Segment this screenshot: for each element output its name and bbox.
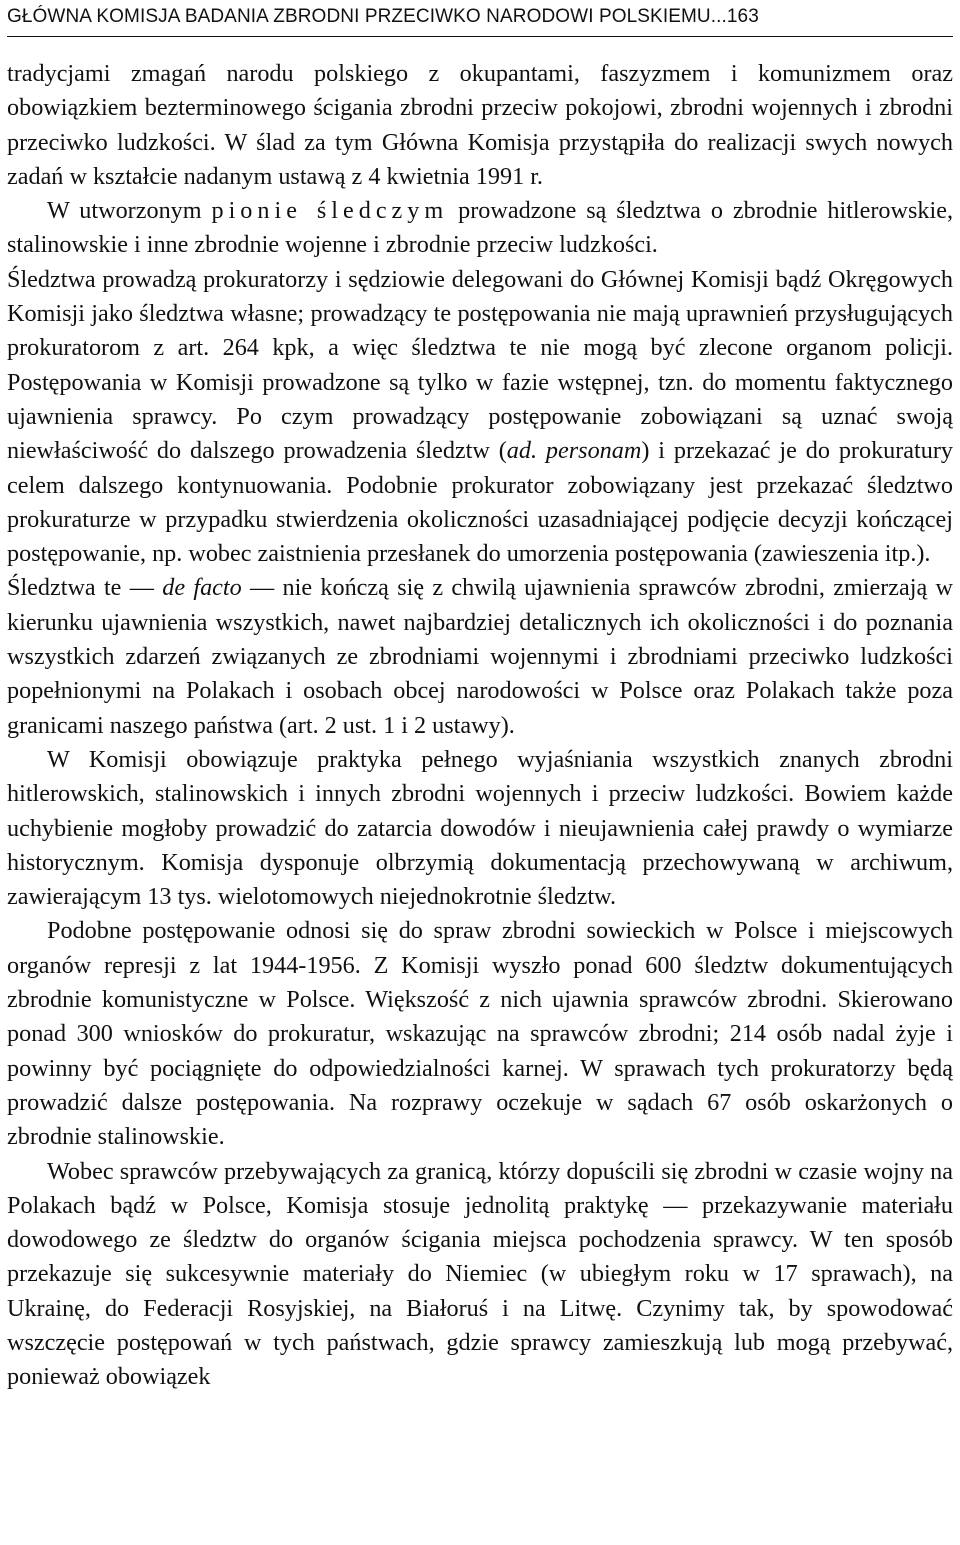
paragraph-3-after: ) i przekazać je do prokuratury celem dalszego kontynuowania. Podobnie prokurator zobowiązany jest przekazać śledztwo prokuraturze w przypadku stwierdzenia okoliczności uzasadniającej podjęcie decyzji kończącej postępowanie, np. wobec zaistnienia przesłanek do umorzenia postępowania (zawieszenia itp.). bbox=[7, 437, 953, 568]
italic-ad-personam: ad. personam bbox=[506, 437, 642, 465]
paragraph-1-text: tradycjami zmagań narodu polskiego z okupantami, faszyzmem i komunizmem oraz obowiązkiem bezterminowego ścigania zbrodni przeciw pokojowi, zbrodni wojennych i zbrodni przeciwko ludzkości. W ślad za tym Główna Komisja przystąpiła do realizacji swych nowych zadań w kształcie nadanym ustawą z 4 kwietnia 1991 r. bbox=[7, 60, 953, 190]
running-title: GŁÓWNA KOMISJA BADANIA ZBRODNI PRZECIWKO NARODOWI POLSKIEMU... bbox=[7, 6, 727, 27]
spaced-emphasis: pionie śledczym bbox=[211, 197, 449, 225]
page-number: 163 bbox=[726, 6, 759, 27]
paragraph-4-after: — nie kończą się z chwilą ujawnienia sprawców zbrodni, zmierzają w kierunku ujawnienia wszystkich, nawet najbardziej detalicznych ich okoliczności i do poznania wszystkich zdarzeń związanych ze zbrodniami wojennymi i zbrodniami przeciwko ludzkości popełnionymi na Polakach i osobach obcej narodowości w Polsce oraz Polakach także poza granicami naszego państwa (art. 2 ust. 1 i 2 ustawy). bbox=[7, 574, 953, 739]
paragraph-1 bbox=[7, 57, 953, 194]
body-text bbox=[7, 57, 953, 1395]
paragraph-3-before: Śledztwa prowadzą prokuratorzy i sędziowie delegowani do Głównej Komisji bądź Okręgowych Komisji jako śledztwa własne; prowadzący te postępowania nie mają uprawnień przysługujących prokuratorom z art. 264 kpk, a więc śledztwa te nie mogą być zlecone organom policji. Postępowania w Komisji prowadzone są tylko w fazie wstępnej, tzn. do momentu faktycznego ujawnienia sprawcy. Po czym prowadzący postępowanie zobowiązani są uznać swoją niewłaściwość do dalszego prowadzenia śledztw ( bbox=[7, 265, 953, 465]
paragraph-7 bbox=[7, 1155, 953, 1395]
paragraph-3 bbox=[7, 263, 953, 572]
paragraph-2-before: W utworzonym bbox=[47, 197, 212, 225]
paragraph-5 bbox=[7, 743, 953, 914]
running-header bbox=[7, 0, 953, 37]
paragraph-4 bbox=[7, 571, 953, 742]
document-page bbox=[7, 0, 953, 1545]
paragraph-2 bbox=[7, 194, 953, 263]
italic-de-facto: de facto bbox=[162, 574, 242, 602]
paragraph-7-text: Wobec sprawców przebywających za granicą, którzy dopuścili się zbrodni w czasie wojny na Polakach bądź w Polsce, Komisja stosuje jednolitą praktykę — przekazywanie materiału dowodowego ze śledztw do organów ścigania miejsca pochodzenia sprawcy. W ten sposób przekazuje się sukcesywnie materiały do Niemiec (w ubiegłym roku w 17 sprawach), na Ukrainę, do Federacji Rosyjskiej, na Białoruś i na Litwę. Czynimy tak, by spowodować wszczęcie postępowań w tych państwach, gdzie sprawcy zamieszkują lub mogą przebywać, ponieważ obowiązek bbox=[7, 1157, 953, 1391]
paragraph-4-before: Śledztwa te — bbox=[7, 574, 163, 602]
paragraph-5-text: W Komisji obowiązuje praktyka pełnego wyjaśniania wszystkich znanych zbrodni hitlerowskich, stalinowskich i innych zbrodni wojennych i przeciw ludzkości. Bowiem każde uchybienie mogłoby prowadzić do zatarcia dowodów i nieujawnienia całej prawdy o wymiarze historycznym. Komisja dysponuje olbrzymią dokumentacją przechowywaną w archiwum, zawierającym 13 tys. wielotomowych niejednokrotnie śledztw. bbox=[7, 745, 953, 911]
paragraph-2-after: prowadzone są śledztwa o zbrodnie hitlerowskie, stalinowskie i inne zbrodnie wojenne i zbrodnie przeciw ludzkości. bbox=[7, 197, 953, 259]
paragraph-6 bbox=[7, 914, 953, 1154]
paragraph-6-text: Podobne postępowanie odnosi się do spraw zbrodni sowieckich w Polsce i miejscowych organów represji z lat 1944-1956. Z Komisji wyszło ponad 600 śledztw dokumentujących zbrodnie komunistyczne w Polsce. Większość z nich ujawnia sprawców zbrodni. Skierowano ponad 300 wniosków do prokuratur, wskazując na sprawców zbrodni; 214 osób nadal żyje i powinny być pociągnięte do odpowiedzialności karnej. W sprawach tych prokuratorzy będą prowadzić dalsze postępowania. Na rozprawy oczekuje w sądach 67 osób oskarżonych o zbrodnie stalinowskie. bbox=[7, 917, 953, 1151]
